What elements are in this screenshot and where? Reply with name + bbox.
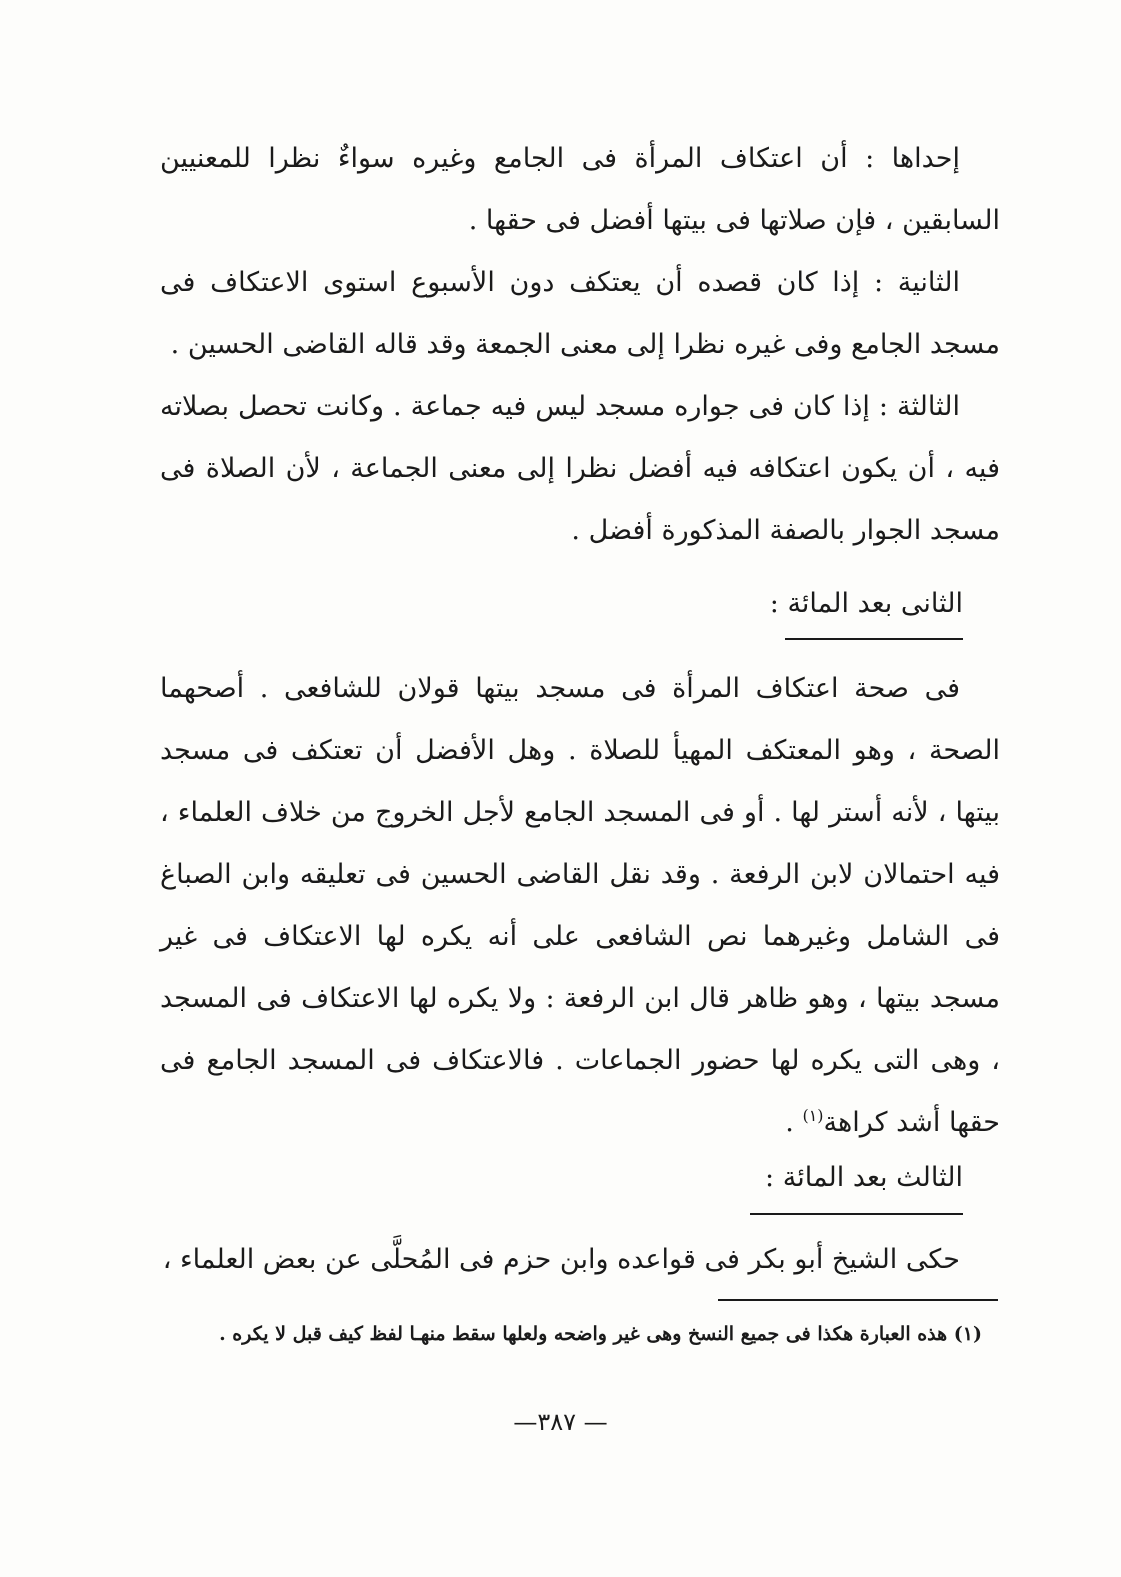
paragraph-section-2 xyxy=(160,658,1000,1154)
section-2-heading-rule xyxy=(785,638,963,640)
paragraph-first: إحداها : أن اعتكاف المرأة فى الجامع وغيره سواءٌ نظرا للمعنيين السابقين ، فإن صلاتها فى بيتها أفضل فى حقها . xyxy=(160,143,1000,236)
paragraph-second: الثانية : إذا كان قصده أن يعتكف دون الأسبوع استوى الاعتكاف فى مسجد الجامع وفى غيره نظرا إلى معنى الجمعة وقد قاله القاضى الحسين . xyxy=(160,267,1000,360)
section-2-text xyxy=(160,658,1000,1154)
paragraph-section-3: حكى الشيخ أبو بكر فى قواعده وابن حزم فى المُحلَّى عن بعض العلماء ، xyxy=(162,1244,960,1275)
section-3-heading-rule xyxy=(750,1213,963,1215)
section-2-heading: الثانى بعد المائة : xyxy=(769,588,963,619)
paragraph-section-2-end: . xyxy=(785,1107,803,1138)
section-3-text xyxy=(160,1229,1000,1291)
footnote-separator xyxy=(718,1299,998,1301)
section-3-heading: الثالث بعد المائة : xyxy=(765,1162,963,1193)
paragraph-section-2-body: فى صحة اعتكاف المرأة فى مسجد بيتها قولان للشافعى . أصحهما الصحة ، وهو المعتكف المهيأ للصلاة . وهل الأفضل أن تعتكف فى مسجد بيتها ، لأنه أستر لها . أو فى المسجد الجامع لأجل الخروج من خلاف العلماء ، فيه احتمالان لابن الرفعة . وقد نقل القاضى الحسين فى تعليقه وابن الصباغ فى الشامل وغيرهما نص الشافعى على أنه يكره لها الاعتكاف فى غير مسجد بيتها ، وهو ظاهر قال ابن الرفعة : ولا يكره لها الاعتكاف فى المسجد ، وهى التى يكره لها حضور الجماعات . فالاعتكاف فى المسجد الجامع فى حقها أشد كراهة xyxy=(160,673,1000,1138)
page-number: — ٣٨٧— xyxy=(513,1408,608,1436)
footnote-text: (١) هذه العبارة هكذا فى جميع النسخ وهى غير واضحه ولعلها سقط منهـا لفظ كيف قبل لا يكره . xyxy=(219,1323,982,1345)
paragraph-third: الثالثة : إذا كان فى جواره مسجد ليس فيه جماعة . وكانت تحصل بصلاته فيه ، أن يكون اعتكافه فيه أفضل نظرا إلى معنى الجماعة ، لأن الصلاة فى مسجد الجوار بالصفة المذكورة أفضل . xyxy=(160,391,1000,546)
footnote-reference: (١) xyxy=(802,1106,824,1125)
footnote xyxy=(165,1316,1000,1352)
section-1-text xyxy=(160,128,1000,562)
